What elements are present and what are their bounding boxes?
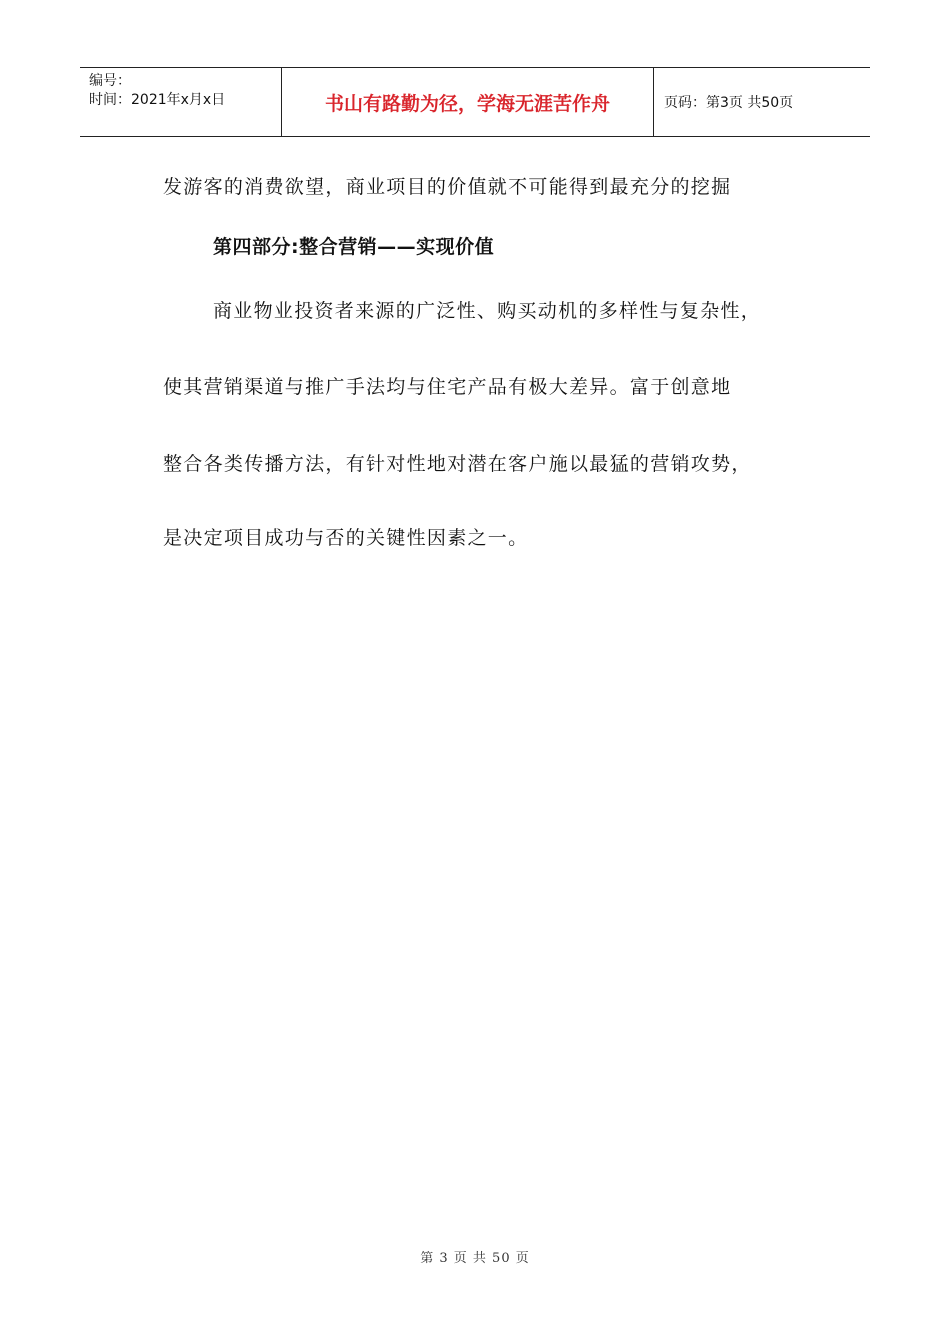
body-text-line: 使其营销渠道与推广手法均与住宅产品有极大差异。富于创意地 [163, 376, 732, 398]
page-footer: 第 3 页 共 50 页 [420, 1251, 530, 1266]
section-heading: 第四部分:整合营销——实现价值 [213, 236, 495, 258]
header-meta-cell [80, 68, 281, 136]
body-text-line: 商业物业投资者来源的广泛性、购买动机的多样性与复杂性， [213, 300, 762, 322]
body-text-line: 是决定项目成功与否的关键性因素之一。 [163, 527, 529, 549]
body-text-line: 发游客的消费欲望，商业项目的价值就不可能得到最充分的挖掘 [163, 176, 732, 198]
body-text-line: 整合各类传播方法，有针对性地对潜在客户施以最猛的营销攻势， [163, 453, 752, 475]
header-motto: 书山有路勤为径，学海无涯苦作舟 [281, 68, 654, 136]
header-page-info: 页码：第3页 共50页 [664, 95, 794, 111]
page-header [80, 67, 870, 137]
document-number-label: 编号： [89, 73, 131, 89]
document-date-label: 时间：2021年x月x日 [89, 92, 226, 108]
